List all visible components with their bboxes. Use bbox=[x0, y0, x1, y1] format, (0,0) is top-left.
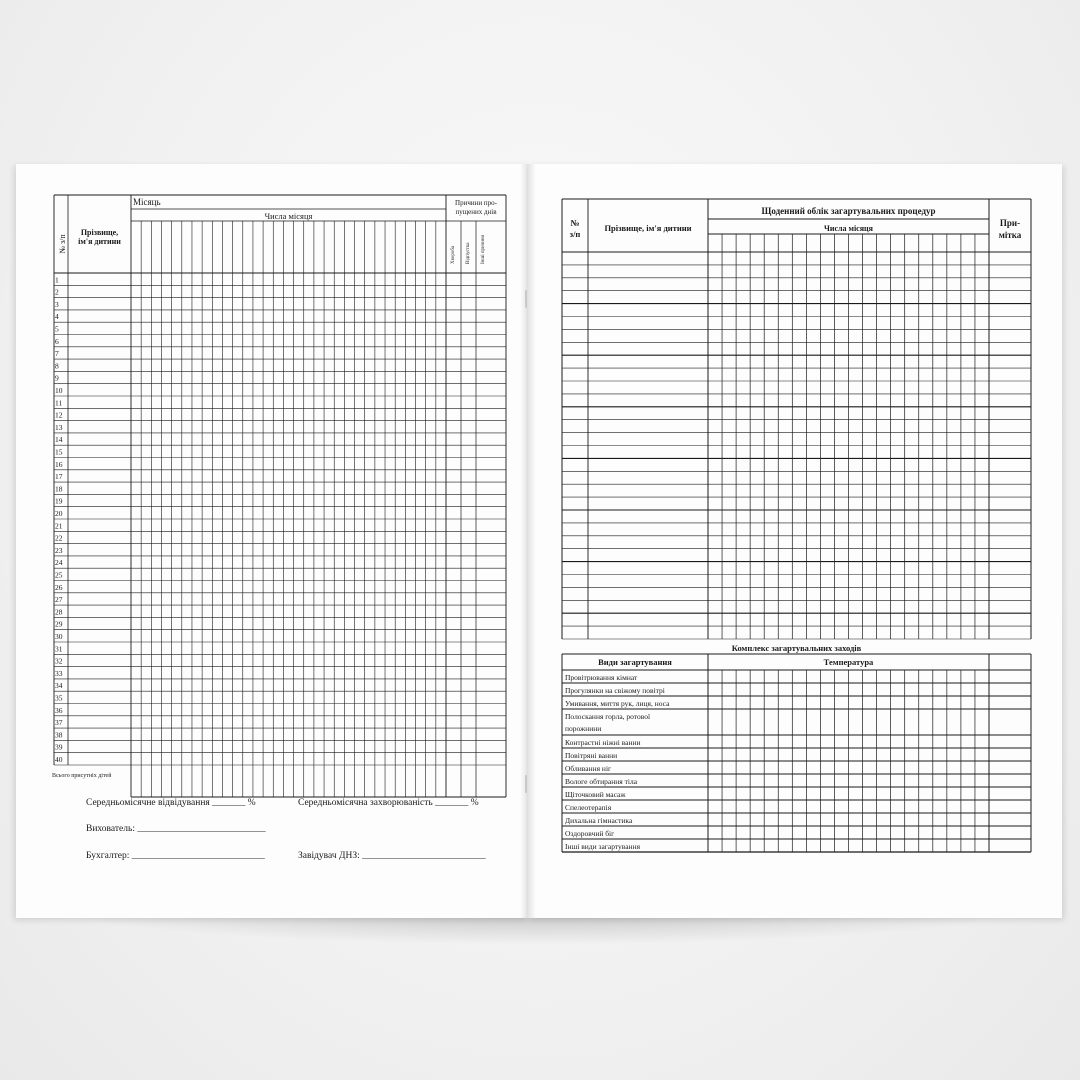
complex-header: Комплекс загартувальних заходів bbox=[731, 643, 862, 653]
row-number: 25 bbox=[55, 570, 63, 580]
procedure-label: Полоскання горла, ротової bbox=[565, 712, 651, 721]
row-number: 38 bbox=[55, 730, 63, 740]
procedure-label: Дихальна гімнастика bbox=[565, 816, 633, 825]
procedure-label: Інші види загартування bbox=[565, 842, 641, 851]
row-number: 22 bbox=[55, 533, 63, 543]
left-page bbox=[16, 164, 529, 918]
reason-label: Хвороба bbox=[451, 245, 456, 264]
row-number: 16 bbox=[55, 459, 63, 469]
row-number: 6 bbox=[55, 336, 59, 346]
name-header: Прізвище, ім'я дитини bbox=[604, 223, 692, 233]
num-header: № з/п bbox=[58, 234, 67, 254]
reason-label: Інші причини bbox=[481, 234, 486, 264]
row-number: 39 bbox=[55, 742, 63, 752]
row-number: 20 bbox=[55, 509, 63, 518]
row-number: 36 bbox=[55, 705, 63, 715]
row-number: 11 bbox=[55, 398, 63, 408]
reason-label: Відпустка bbox=[466, 242, 471, 264]
procedure-label: Щіточковий масаж bbox=[565, 790, 626, 799]
row-number: 2 bbox=[55, 287, 59, 297]
row-number: 17 bbox=[55, 472, 63, 482]
procedure-label: Обливання ніг bbox=[565, 764, 612, 773]
month-label: Місяць bbox=[133, 197, 161, 207]
procedure-label: Повітряні ванни bbox=[565, 751, 618, 760]
row-number: 13 bbox=[55, 422, 63, 432]
reasons-header: Причини про- bbox=[455, 199, 497, 207]
row-number: 40 bbox=[55, 755, 63, 764]
row-number: 21 bbox=[55, 521, 63, 531]
temperature-header: Температура bbox=[823, 657, 874, 667]
book-spine bbox=[520, 164, 536, 918]
row-number: 10 bbox=[55, 386, 63, 395]
row-number: 9 bbox=[55, 373, 59, 383]
procedure-label: Вологе обтирання тіла bbox=[565, 777, 638, 786]
row-number: 24 bbox=[55, 558, 63, 568]
name-header: Прізвище, bbox=[80, 228, 119, 237]
row-number: 1 bbox=[55, 275, 59, 285]
row-number: 5 bbox=[55, 324, 59, 334]
row-number: 31 bbox=[55, 644, 63, 654]
educator-line: Вихователь: ___________________________ bbox=[86, 824, 266, 834]
row-number: 8 bbox=[55, 361, 59, 371]
days-label: Числа місяця bbox=[823, 224, 874, 233]
types-header: Види загартування bbox=[598, 657, 672, 667]
daily-header: Щоденний облік загартувальних процедур bbox=[761, 206, 936, 216]
row-number: 18 bbox=[55, 484, 63, 494]
row-number: 26 bbox=[55, 582, 63, 592]
staple-bottom bbox=[525, 775, 527, 793]
reasons-header: пущених днів bbox=[455, 208, 497, 216]
procedure-label: Умивання, миття рук, лиця, носа bbox=[565, 699, 670, 708]
name-header: ім'я дитини bbox=[78, 237, 121, 246]
row-number: 3 bbox=[55, 299, 59, 309]
row-number: 19 bbox=[55, 496, 63, 506]
row-number: 28 bbox=[55, 607, 63, 617]
row-number: 27 bbox=[55, 595, 63, 605]
row-number: 34 bbox=[55, 681, 63, 691]
head-line: Завідувач ДНЗ: __________________________ bbox=[298, 851, 486, 861]
row-number: 14 bbox=[55, 435, 63, 445]
procedure-label: Контрастні ніжні ванни bbox=[565, 738, 641, 747]
row-number: 23 bbox=[55, 545, 63, 555]
procedure-label: Прогулянки на свіжому повітрі bbox=[565, 686, 665, 695]
days-label: Числа місяця bbox=[264, 211, 313, 221]
row-number: 12 bbox=[55, 410, 63, 420]
procedure-label: порожнини bbox=[565, 724, 602, 733]
note-header: При- bbox=[999, 218, 1021, 228]
num-header: з/п bbox=[569, 229, 581, 239]
staple-top bbox=[525, 290, 527, 308]
row-number: 32 bbox=[55, 656, 63, 666]
procedure-label: Оздоровчий біг bbox=[565, 829, 615, 838]
row-number: 35 bbox=[55, 693, 63, 703]
avg-attendance-line: Середньомісячне відвідування _______ % bbox=[86, 798, 256, 808]
row-number: 30 bbox=[55, 632, 63, 641]
row-number: 37 bbox=[55, 718, 63, 728]
avg-morbidity-line: Середньомісячна захворюваність _______ % bbox=[298, 798, 479, 808]
num-header: № bbox=[570, 218, 580, 228]
accountant-line: Бухгалтер: ____________________________ bbox=[86, 851, 265, 861]
row-number: 33 bbox=[55, 668, 63, 678]
row-number: 29 bbox=[55, 619, 63, 629]
procedure-label: Спелеотерапія bbox=[565, 803, 612, 812]
note-header: мітка bbox=[998, 230, 1022, 240]
row-number: 7 bbox=[55, 349, 59, 359]
row-number: 15 bbox=[55, 447, 63, 457]
procedure-label: Провітрювання кімнат bbox=[565, 673, 638, 682]
right-page bbox=[528, 164, 1062, 918]
row-number: 4 bbox=[55, 312, 59, 322]
total-present-label: Всього присутніх дітей bbox=[52, 773, 112, 779]
hardening-table bbox=[528, 164, 1062, 918]
